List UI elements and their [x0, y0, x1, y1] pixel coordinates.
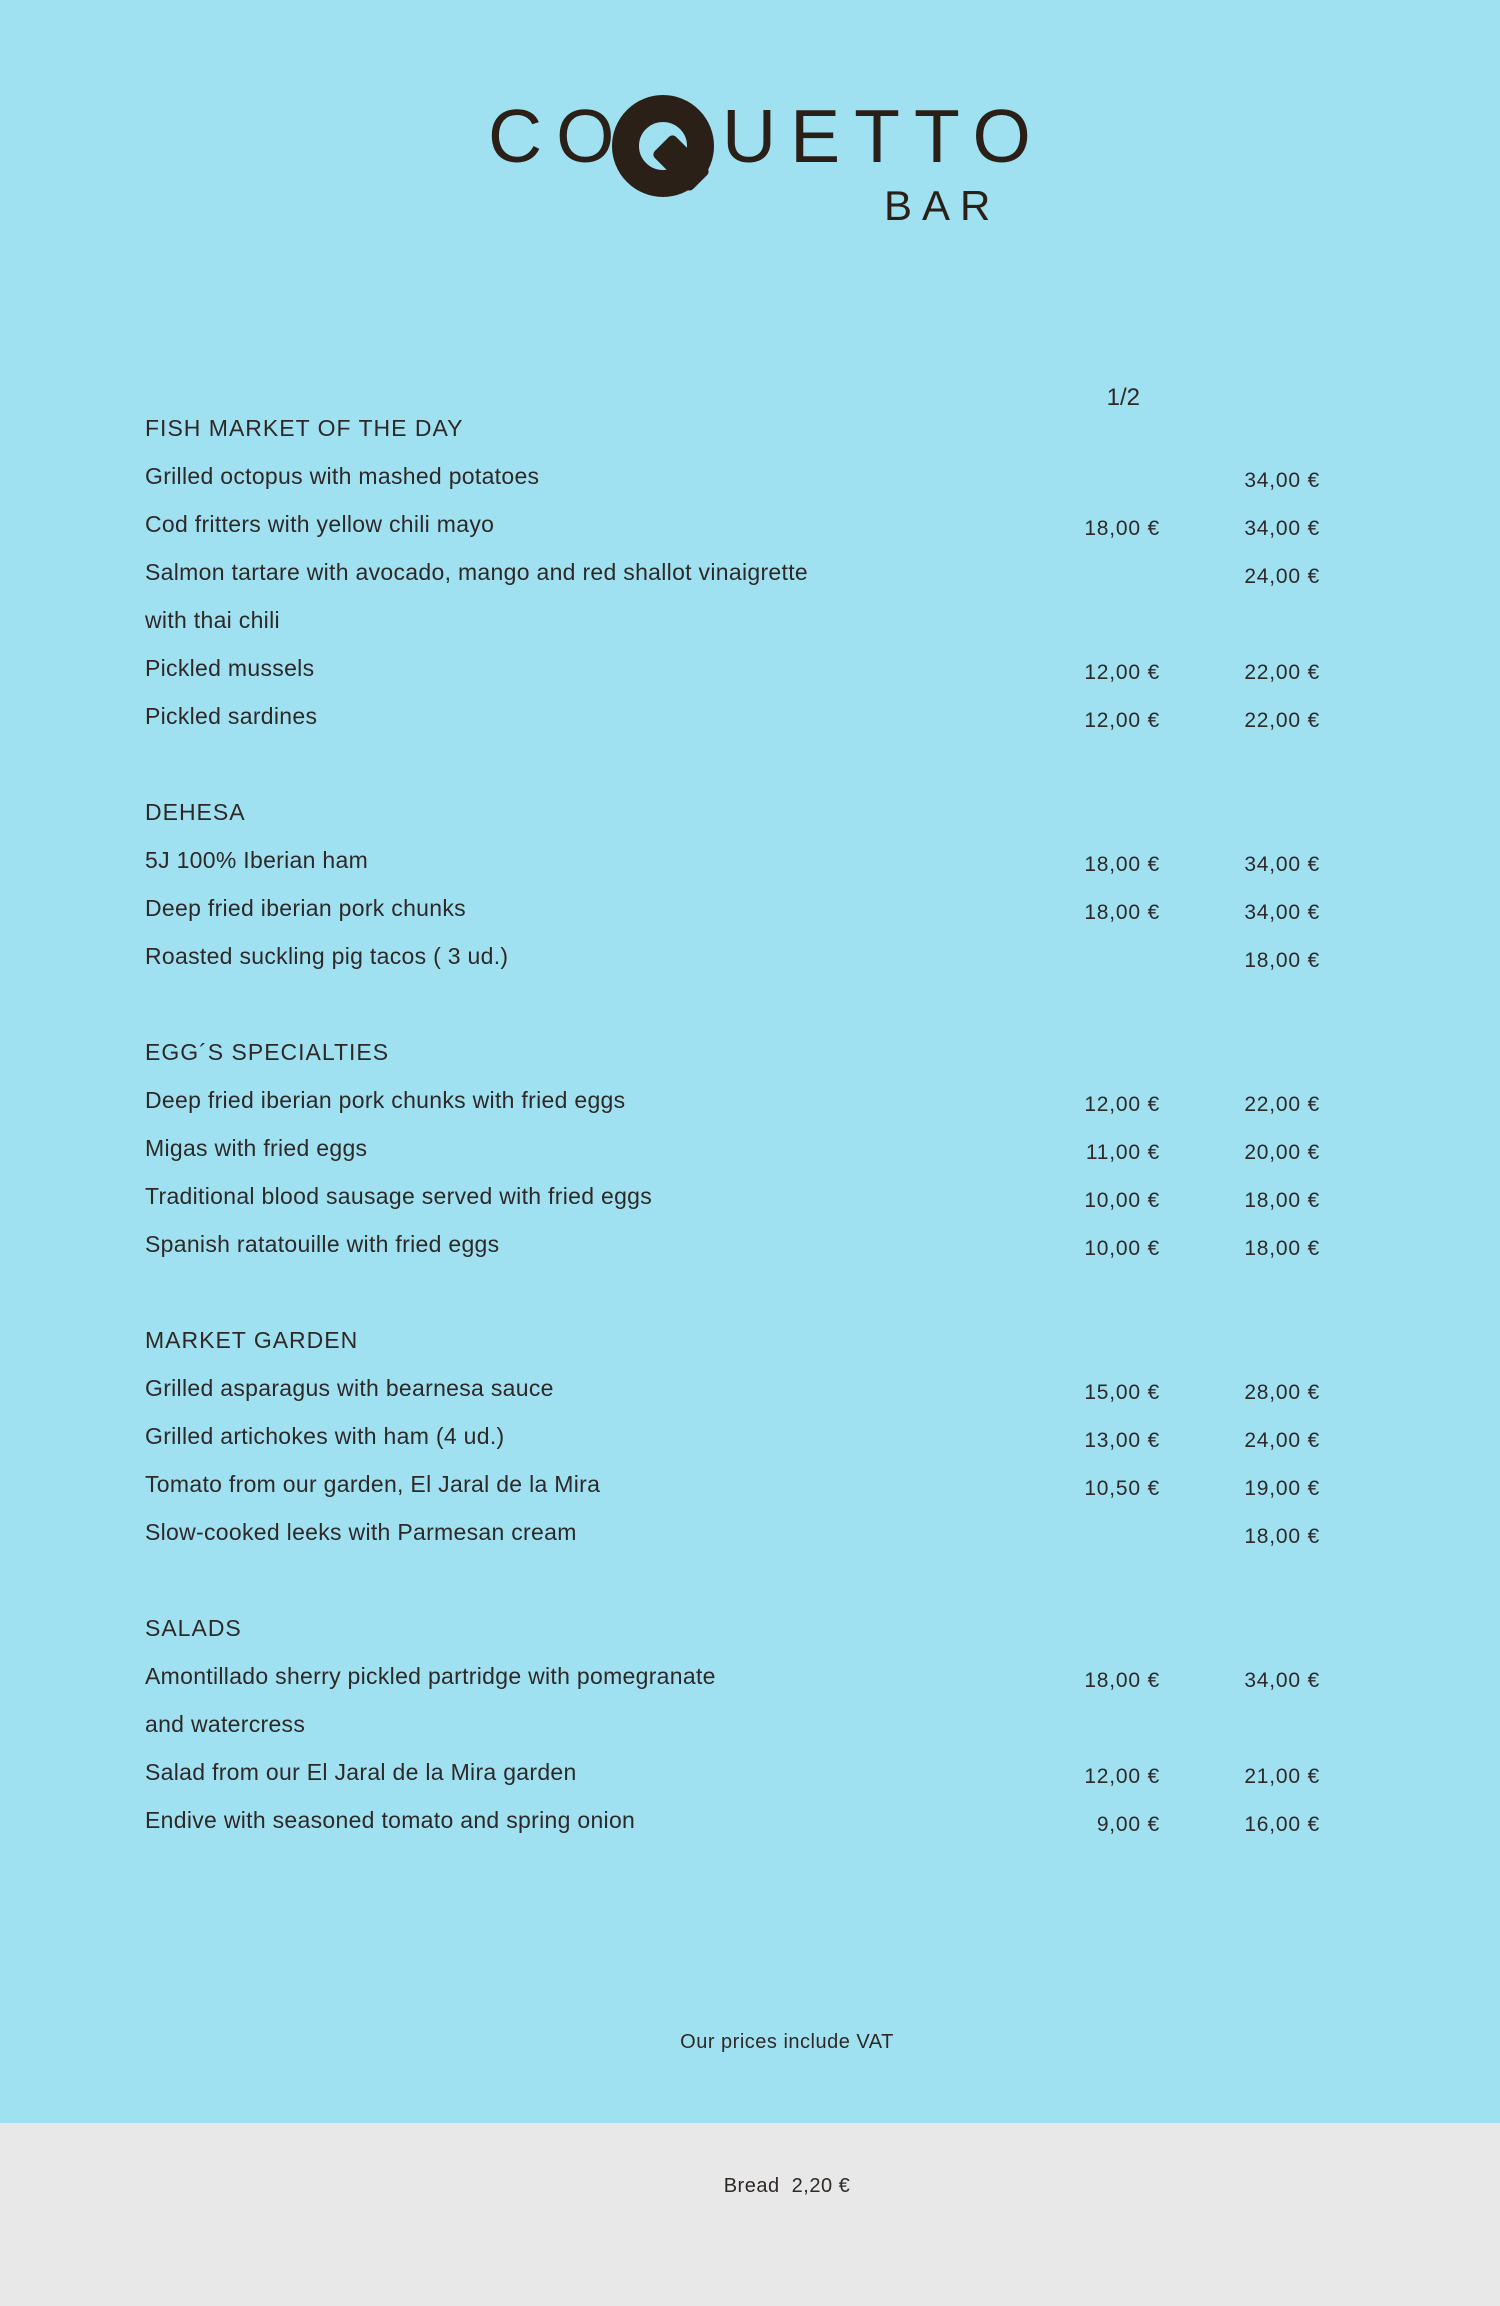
item-name-continued: with thai chili — [145, 607, 280, 633]
logo-text-uetto: UETTO — [722, 94, 1045, 178]
logo-text-co: CO — [488, 94, 629, 178]
menu-section — [145, 1316, 1320, 1556]
item-name: Roasted suckling pig tacos ( 3 ud.) — [145, 943, 509, 969]
item-price-half: 13,00 € — [1084, 1429, 1160, 1452]
item-name: Deep fried iberian pork chunks with fried eggs — [145, 1087, 626, 1113]
item-name: Pickled mussels — [145, 655, 315, 681]
logo-subtitle-bar: BAR — [884, 182, 1001, 229]
item-price-full: 34,00 € — [1244, 469, 1320, 492]
item-price-half: 10,00 € — [1084, 1189, 1160, 1212]
menu-item-row — [145, 548, 1320, 596]
item-price-half: 12,00 € — [1084, 661, 1160, 684]
menu-item-row — [145, 644, 1320, 692]
item-price-full: 34,00 € — [1244, 517, 1320, 540]
item-price-half: 10,00 € — [1084, 1237, 1160, 1260]
vat-note: Our prices include VAT — [680, 2031, 894, 2053]
bread-note: Bread 2,20 € — [723, 2175, 851, 2197]
menu-item-row — [145, 1460, 1320, 1508]
item-price-half: 18,00 € — [1084, 853, 1160, 876]
section-title: MARKET GARDEN — [145, 1327, 359, 1353]
item-price-half: 18,00 € — [1084, 901, 1160, 924]
item-price-full — [1160, 601, 1320, 649]
menu-item-row — [145, 1364, 1320, 1412]
item-price-full: 24,00 € — [1244, 1429, 1320, 1452]
item-name: Pickled sardines — [145, 703, 318, 729]
item-price-half: 18,00 € — [1084, 1669, 1160, 1692]
item-price-full: 34,00 € — [1244, 1669, 1320, 1692]
menu-item-row — [145, 1748, 1320, 1796]
section-title: SALADS — [145, 1615, 242, 1641]
section-title: DEHESA — [145, 799, 246, 825]
menu-item-row — [145, 932, 1320, 980]
item-price-half — [980, 1705, 1160, 1753]
menu-item-row — [145, 692, 1320, 740]
item-name: Salmon tartare with avocado, mango and red shallot vinaigrette — [145, 559, 808, 585]
item-name-continued: and watercress — [145, 1711, 306, 1737]
item-name: Migas with fried eggs — [145, 1135, 368, 1161]
menu-item-row — [145, 1412, 1320, 1460]
menu-item-row — [145, 1172, 1320, 1220]
menu-item-row — [145, 1076, 1320, 1124]
section-title: FISH MARKET OF THE DAY — [145, 415, 464, 441]
item-price-half: 10,50 € — [1084, 1477, 1160, 1500]
menu-section — [145, 788, 1320, 980]
half-portion-column-header: 1/2 — [1106, 384, 1140, 411]
section-header-row — [145, 1028, 1320, 1076]
item-name: Traditional blood sausage served with fried eggs — [145, 1183, 653, 1209]
item-price-full: 18,00 € — [1244, 1189, 1320, 1212]
menu-item-row — [145, 500, 1320, 548]
logo-q-tail — [651, 133, 710, 192]
item-name: Tomato from our garden, El Jaral de la Mira — [145, 1471, 601, 1497]
item-price-half: 12,00 € — [1084, 1765, 1160, 1788]
section-header-row — [145, 1316, 1320, 1364]
section-title: EGG´S SPECIALTIES — [145, 1039, 390, 1065]
item-price-half — [980, 937, 1160, 985]
item-price-full: 19,00 € — [1244, 1477, 1320, 1500]
menu-item-row — [145, 1124, 1320, 1172]
item-price-full: 18,00 € — [1244, 1237, 1320, 1260]
item-name: Spanish ratatouille with fried eggs — [145, 1231, 500, 1257]
item-price-full: 28,00 € — [1244, 1381, 1320, 1404]
logo-q-mark — [612, 95, 714, 197]
item-price-half: 9,00 € — [1096, 1813, 1160, 1836]
item-price-half: 18,00 € — [1084, 517, 1160, 540]
item-name: Endive with seasoned tomato and spring onion — [145, 1807, 636, 1833]
item-price-full: 34,00 € — [1244, 901, 1320, 924]
menu-item-row — [145, 836, 1320, 884]
section-header-row — [145, 404, 1320, 452]
item-price-half: 12,00 € — [1084, 1093, 1160, 1116]
item-price-full — [1160, 1705, 1320, 1753]
item-price-half: 12,00 € — [1084, 709, 1160, 732]
item-price-half — [980, 1513, 1160, 1561]
item-price-full: 18,00 € — [1244, 949, 1320, 972]
item-name: Salad from our El Jaral de la Mira garden — [145, 1759, 577, 1785]
menu-section — [145, 1028, 1320, 1268]
menu-item-row — [145, 596, 1320, 644]
menu-section — [145, 404, 1320, 740]
item-price-full: 16,00 € — [1244, 1813, 1320, 1836]
item-price-full: 22,00 € — [1244, 1093, 1320, 1116]
item-name: 5J 100% Iberian ham — [145, 847, 369, 873]
item-price-full: 22,00 € — [1244, 709, 1320, 732]
item-price-half — [980, 553, 1160, 601]
item-price-full: 20,00 € — [1244, 1141, 1320, 1164]
item-price-full: 18,00 € — [1244, 1525, 1320, 1548]
item-name: Grilled artichokes with ham (4 ud.) — [145, 1423, 505, 1449]
item-name: Deep fried iberian pork chunks — [145, 895, 466, 921]
menu-item-row — [145, 1508, 1320, 1556]
item-name: Cod fritters with yellow chili mayo — [145, 511, 495, 537]
menu-item-row — [145, 452, 1320, 500]
brand-logo — [0, 0, 1500, 260]
item-price-full: 21,00 € — [1244, 1765, 1320, 1788]
section-header-row — [145, 1604, 1320, 1652]
footer — [680, 1922, 894, 2306]
menu-item-row — [145, 884, 1320, 932]
menu-item-row — [145, 1652, 1320, 1700]
item-price-full: 22,00 € — [1244, 661, 1320, 684]
item-name: Amontillado sherry pickled partridge with pomegranate — [145, 1663, 716, 1689]
menu-item-row — [145, 1220, 1320, 1268]
item-name: Grilled asparagus with bearnesa sauce — [145, 1375, 554, 1401]
section-header-row — [145, 788, 1320, 836]
menu-item-row — [145, 1700, 1320, 1748]
item-price-half — [980, 457, 1160, 505]
item-price-half: 15,00 € — [1084, 1381, 1160, 1404]
item-price-full: 24,00 € — [1244, 565, 1320, 588]
menu-section — [145, 1604, 1320, 1844]
item-price-half — [980, 601, 1160, 649]
menu — [145, 404, 1320, 1844]
item-price-full: 34,00 € — [1244, 853, 1320, 876]
item-price-half: 11,00 € — [1085, 1141, 1160, 1164]
menu-item-row — [145, 1796, 1320, 1844]
item-name: Grilled octopus with mashed potatoes — [145, 463, 540, 489]
item-name: Slow-cooked leeks with Parmesan cream — [145, 1519, 577, 1545]
